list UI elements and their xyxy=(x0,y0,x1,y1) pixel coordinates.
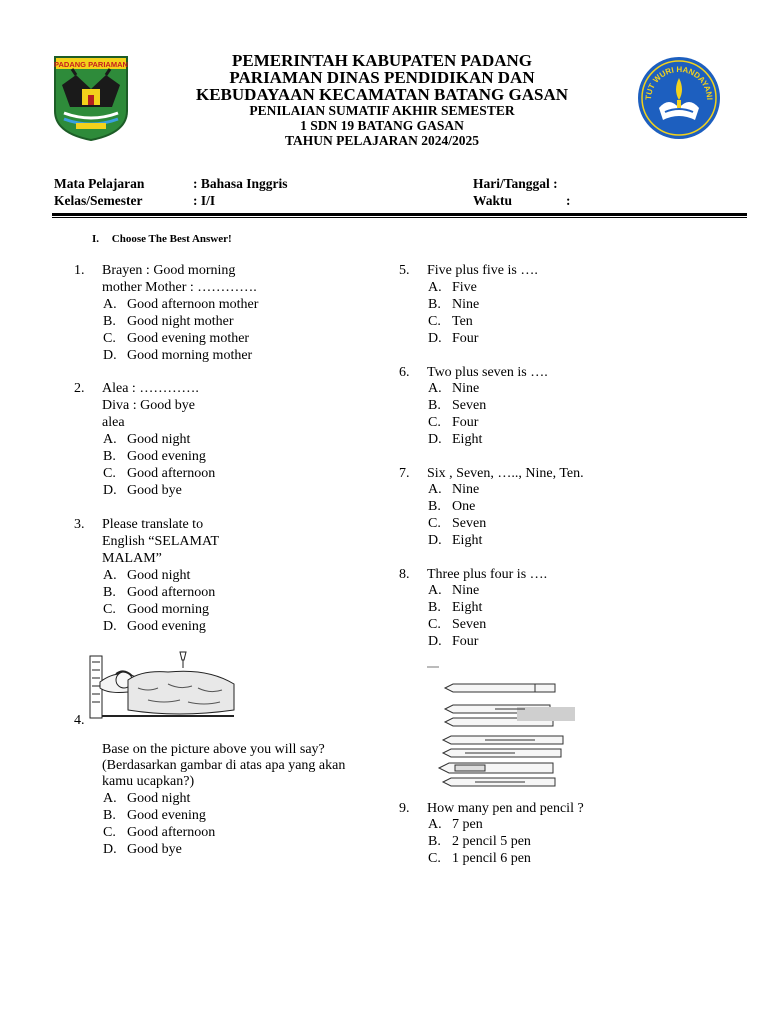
header-title-line-2: PARIAMAN DINAS PENDIDIKAN DAN xyxy=(229,68,535,87)
option-letter: B. xyxy=(428,398,441,413)
option-text: Eight xyxy=(452,432,483,447)
time-label: Waktu xyxy=(473,193,513,208)
option-text: Eight xyxy=(452,533,483,548)
option-text: Seven xyxy=(452,516,487,531)
option-letter: A. xyxy=(103,297,117,312)
option-letter: A. xyxy=(428,817,442,832)
option-text: Seven xyxy=(452,398,487,413)
option-text: 1 pencil 6 pen xyxy=(452,851,531,866)
sleeping-child-illustration xyxy=(88,648,236,724)
question-number: 5. xyxy=(399,263,410,278)
option-text: Good night mother xyxy=(127,314,234,329)
option-letter: D. xyxy=(428,634,442,649)
question-text-line: Alea : …………. xyxy=(102,381,199,396)
question-number: 3. xyxy=(74,517,85,532)
question-number: 6. xyxy=(399,365,410,380)
option-letter: A. xyxy=(428,583,442,598)
option-text: Good afternoon xyxy=(127,585,216,600)
question-text-line: Three plus four is …. xyxy=(427,567,548,582)
question-2 xyxy=(74,380,374,502)
time-colon: : xyxy=(566,193,571,208)
option-text: Nine xyxy=(452,583,480,598)
option-letter: B. xyxy=(428,499,441,514)
question-5 xyxy=(399,262,699,348)
option-letter: B. xyxy=(103,449,116,464)
option-text: Good night xyxy=(127,432,191,447)
class-semester-value: : I/I xyxy=(193,193,216,208)
option-text: Nine xyxy=(452,482,480,497)
option-letter: D. xyxy=(428,331,442,346)
option-text: Good afternoon xyxy=(127,825,216,840)
pens-and-pencil-illustration xyxy=(425,664,575,792)
question-text-line: alea xyxy=(102,415,125,430)
option-letter: D. xyxy=(428,432,442,447)
question-number: 2. xyxy=(74,381,85,396)
logo-motto: TUT WURI HANDAYANI xyxy=(643,64,715,101)
pens-and-pencil-picture xyxy=(425,664,575,792)
section-heading xyxy=(92,233,232,245)
option-letter: C. xyxy=(103,331,116,346)
option-text: Eight xyxy=(452,600,483,615)
question-text-line: English “SELAMAT xyxy=(102,534,220,549)
question-number: 9. xyxy=(399,801,410,816)
day-date-label: Hari/Tanggal : xyxy=(473,176,558,191)
option-letter: A. xyxy=(103,432,117,447)
option-letter: A. xyxy=(103,791,117,806)
question-text-line: Five plus five is …. xyxy=(427,263,538,278)
option-letter: A. xyxy=(428,482,442,497)
option-letter: D. xyxy=(428,533,442,548)
header-divider-thin xyxy=(52,217,747,218)
question-4-number xyxy=(74,712,90,729)
option-letter: C. xyxy=(428,851,441,866)
option-text: Good evening xyxy=(127,449,206,464)
option-text: 7 pen xyxy=(452,817,483,832)
option-text: Good afternoon mother xyxy=(127,297,259,312)
option-letter: D. xyxy=(103,619,117,634)
question-text-line: Two plus seven is …. xyxy=(427,365,548,380)
option-letter: C. xyxy=(428,516,441,531)
question-text-line: MALAM” xyxy=(102,551,162,566)
question-number: 4. xyxy=(74,713,85,728)
option-text: 2 pencil 5 pen xyxy=(452,834,531,849)
option-letter: D. xyxy=(103,483,117,498)
question-1 xyxy=(74,262,374,366)
option-letter: C. xyxy=(428,617,441,632)
option-letter: B. xyxy=(428,600,441,615)
question-text-line: Six , Seven, ….., Nine, Ten. xyxy=(427,466,584,481)
header-title-line-1: PEMERINTAH KABUPATEN PADANG xyxy=(231,51,532,70)
option-text: Seven xyxy=(452,617,487,632)
question-text-line: mother Mother : …………. xyxy=(102,280,257,295)
option-text: Good morning xyxy=(127,602,210,617)
option-letter: C. xyxy=(103,825,116,840)
header-divider-thick xyxy=(52,213,747,216)
question-number: 8. xyxy=(399,567,410,582)
option-letter: D. xyxy=(103,842,117,857)
option-letter: C. xyxy=(103,466,116,481)
header-sub-line-3: TAHUN PELAJARAN 2024/2025 xyxy=(284,133,479,148)
option-text: Nine xyxy=(452,297,480,312)
option-letter: B. xyxy=(428,297,441,312)
option-text: Good night xyxy=(127,568,191,583)
option-letter: C. xyxy=(103,602,116,617)
option-letter: D. xyxy=(103,348,117,363)
option-text: Nine xyxy=(452,381,480,396)
option-letter: A. xyxy=(103,568,117,583)
question-6 xyxy=(399,364,699,450)
question-number: 7. xyxy=(399,466,410,481)
option-letter: A. xyxy=(428,381,442,396)
subject-value: : Bahasa Inggris xyxy=(193,176,288,191)
option-text: Four xyxy=(452,634,479,649)
option-letter: C. xyxy=(428,314,441,329)
question-text-line: How many pen and pencil ? xyxy=(427,801,584,816)
option-letter: A. xyxy=(428,280,442,295)
option-text: Good morning mother xyxy=(127,348,253,363)
class-semester-label: Kelas/Semester xyxy=(54,193,143,208)
option-text: Ten xyxy=(452,314,473,329)
padang-pariaman-emblem xyxy=(52,55,130,141)
header-sub-line-1: PENILAIAN SUMATIF AKHIR SEMESTER xyxy=(249,103,515,118)
question-8 xyxy=(399,566,699,652)
option-text: Good evening xyxy=(127,619,206,634)
question-7 xyxy=(399,465,699,551)
option-letter: B. xyxy=(103,314,116,329)
option-text: Good bye xyxy=(127,483,182,498)
option-letter: B. xyxy=(103,808,116,823)
sleeping-child-picture xyxy=(88,648,236,724)
question-text-line: Please translate to xyxy=(102,517,204,532)
question-text-line: Diva : Good bye xyxy=(102,398,195,413)
question-text-line: (Berdasarkan gambar di atas apa yang akan xyxy=(102,758,346,773)
option-letter: B. xyxy=(428,834,441,849)
question-9 xyxy=(399,800,699,870)
school-header xyxy=(170,52,594,148)
tut-wuri-handayani-emblem xyxy=(637,56,721,140)
option-text: One xyxy=(452,499,476,514)
header-title-line-3: KEBUDAYAAN KECAMATAN BATANG GASAN xyxy=(196,85,568,104)
option-text: Four xyxy=(452,415,479,430)
question-3 xyxy=(74,516,374,638)
option-text: Good night xyxy=(127,791,191,806)
option-letter: B. xyxy=(103,585,116,600)
section-numeral: I. xyxy=(92,233,100,245)
question-number: 1. xyxy=(74,263,85,278)
question-text-line: Brayen : Good morning xyxy=(102,263,236,278)
padang-pariaman-logo xyxy=(52,55,130,141)
question-text-line: Base on the picture above you will say? xyxy=(102,742,325,757)
logo-caption: PADANG PARIAMAN xyxy=(54,60,128,69)
option-text: Good bye xyxy=(127,842,182,857)
option-text: Five xyxy=(452,280,477,295)
option-text: Good evening mother xyxy=(127,331,250,346)
option-letter: C. xyxy=(428,415,441,430)
subject-label: Mata Pelajaran xyxy=(54,176,145,191)
option-text: Good evening xyxy=(127,808,206,823)
option-text: Four xyxy=(452,331,479,346)
tut-wuri-handayani-logo xyxy=(637,56,721,140)
header-sub-line-2: 1 SDN 19 BATANG GASAN xyxy=(300,118,464,133)
section-title: Choose The Best Answer! xyxy=(111,233,232,245)
option-text: Good afternoon xyxy=(127,466,216,481)
question-4 xyxy=(74,741,384,859)
question-text-line: kamu ucapkan?) xyxy=(102,774,195,789)
